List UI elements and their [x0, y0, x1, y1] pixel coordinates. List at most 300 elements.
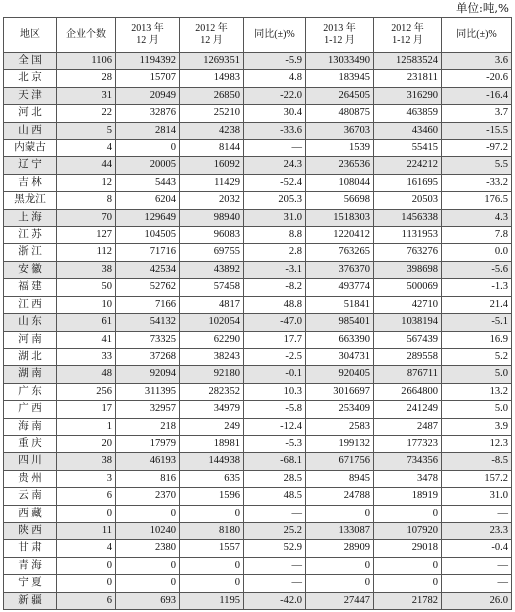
region-cell: 西 藏: [4, 505, 57, 522]
dec-2012-value-cell: 249: [180, 418, 244, 435]
enterprise-count-cell: 17: [57, 401, 116, 418]
ytd-2013-value-cell: 13033490: [306, 53, 374, 70]
dec-2013-value-cell: 73325: [116, 331, 180, 348]
ytd-2013-value-cell: 0: [306, 505, 374, 522]
header-dec-2013: [116, 18, 180, 53]
table-body: [4, 53, 512, 610]
yoy-month-cell: 28.5: [244, 470, 306, 487]
ytd-2012-value-cell: 161695: [374, 174, 442, 191]
yoy-ytd-cell: —: [442, 505, 512, 522]
dec-2012-value-cell: 11429: [180, 174, 244, 191]
enterprise-count-cell: 10: [57, 296, 116, 313]
ytd-2013-value-cell: 253409: [306, 401, 374, 418]
yoy-ytd-cell: 3.9: [442, 418, 512, 435]
enterprise-count-cell: 0: [57, 505, 116, 522]
dec-2012-value-cell: 92180: [180, 366, 244, 383]
header-ytd-2012-period: 1-12 月: [392, 35, 423, 46]
dec-2013-value-cell: 0: [116, 557, 180, 574]
dec-2012-value-cell: 43892: [180, 261, 244, 278]
enterprise-count-cell: 44: [57, 157, 116, 174]
yoy-month-cell: -5.8: [244, 401, 306, 418]
yoy-month-cell: -33.6: [244, 122, 306, 139]
header-dec-2012-year: 2012 年: [195, 23, 228, 34]
enterprise-count-cell: 1106: [57, 53, 116, 70]
enterprise-count-cell: 38: [57, 453, 116, 470]
ytd-2013-value-cell: 763265: [306, 244, 374, 261]
header-count: 企业个数: [57, 18, 116, 53]
yoy-ytd-cell: 7.8: [442, 227, 512, 244]
ytd-2012-value-cell: 177323: [374, 435, 442, 452]
region-cell: 北 京: [4, 70, 57, 87]
header-dec-2012: [180, 18, 244, 53]
yoy-ytd-cell: 26.0: [442, 592, 512, 609]
region-cell: 湖 北: [4, 348, 57, 365]
dec-2012-value-cell: 0: [180, 505, 244, 522]
table-row: [4, 105, 512, 122]
yoy-ytd-cell: 176.5: [442, 192, 512, 209]
dec-2012-value-cell: 0: [180, 557, 244, 574]
region-cell: 吉 林: [4, 174, 57, 191]
dec-2012-value-cell: 1195: [180, 592, 244, 609]
dec-2013-value-cell: 37268: [116, 348, 180, 365]
enterprise-count-cell: 6: [57, 592, 116, 609]
enterprise-count-cell: 5: [57, 122, 116, 139]
yoy-ytd-cell: 5.2: [442, 348, 512, 365]
header-region: 地区: [4, 18, 57, 53]
ytd-2012-value-cell: 224212: [374, 157, 442, 174]
dec-2013-value-cell: 0: [116, 575, 180, 592]
table-row: [4, 557, 512, 574]
ytd-2013-value-cell: 663390: [306, 331, 374, 348]
yoy-month-cell: 205.3: [244, 192, 306, 209]
dec-2013-value-cell: 71716: [116, 244, 180, 261]
ytd-2012-value-cell: 42710: [374, 296, 442, 313]
region-cell: 江 西: [4, 296, 57, 313]
yoy-ytd-cell: 4.3: [442, 209, 512, 226]
yoy-ytd-cell: -97.2: [442, 140, 512, 157]
table-row: [4, 314, 512, 331]
yoy-month-cell: -47.0: [244, 314, 306, 331]
ytd-2013-value-cell: 24788: [306, 488, 374, 505]
yoy-ytd-cell: -5.1: [442, 314, 512, 331]
region-cell: 山 东: [4, 314, 57, 331]
statistics-table: [3, 17, 512, 610]
ytd-2013-value-cell: 56698: [306, 192, 374, 209]
yoy-month-cell: 17.7: [244, 331, 306, 348]
ytd-2012-value-cell: 500069: [374, 279, 442, 296]
header-yoy-ytd: 同比(±)%: [442, 18, 512, 53]
yoy-ytd-cell: -0.4: [442, 540, 512, 557]
ytd-2012-value-cell: 763276: [374, 244, 442, 261]
yoy-ytd-cell: -15.5: [442, 122, 512, 139]
table-row: [4, 488, 512, 505]
ytd-2012-value-cell: 107920: [374, 522, 442, 539]
ytd-2013-value-cell: 1539: [306, 140, 374, 157]
region-cell: 贵 州: [4, 470, 57, 487]
table-row: [4, 53, 512, 70]
region-cell: 黑龙江: [4, 192, 57, 209]
table-row: [4, 540, 512, 557]
yoy-month-cell: 24.3: [244, 157, 306, 174]
table-row: [4, 383, 512, 400]
region-cell: 湖 南: [4, 366, 57, 383]
region-cell: 河 南: [4, 331, 57, 348]
yoy-month-cell: 31.0: [244, 209, 306, 226]
ytd-2013-value-cell: 671756: [306, 453, 374, 470]
region-cell: 辽 宁: [4, 157, 57, 174]
yoy-ytd-cell: 5.5: [442, 157, 512, 174]
region-cell: 上 海: [4, 209, 57, 226]
region-cell: 河 北: [4, 105, 57, 122]
dec-2013-value-cell: 52762: [116, 279, 180, 296]
yoy-ytd-cell: 5.0: [442, 401, 512, 418]
dec-2012-value-cell: 8180: [180, 522, 244, 539]
yoy-month-cell: 8.8: [244, 227, 306, 244]
dec-2012-value-cell: 282352: [180, 383, 244, 400]
table-row: [4, 192, 512, 209]
dec-2013-value-cell: 17979: [116, 435, 180, 452]
ytd-2013-value-cell: 1220412: [306, 227, 374, 244]
enterprise-count-cell: 70: [57, 209, 116, 226]
ytd-2012-value-cell: 241249: [374, 401, 442, 418]
dec-2013-value-cell: 5443: [116, 174, 180, 191]
ytd-2012-value-cell: 3478: [374, 470, 442, 487]
table-row: [4, 174, 512, 191]
enterprise-count-cell: 12: [57, 174, 116, 191]
ytd-2013-value-cell: 8945: [306, 470, 374, 487]
enterprise-count-cell: 0: [57, 575, 116, 592]
yoy-ytd-cell: —: [442, 575, 512, 592]
dec-2012-value-cell: 102054: [180, 314, 244, 331]
dec-2013-value-cell: 32957: [116, 401, 180, 418]
dec-2012-value-cell: 96083: [180, 227, 244, 244]
dec-2013-value-cell: 0: [116, 505, 180, 522]
region-cell: 福 建: [4, 279, 57, 296]
yoy-month-cell: -42.0: [244, 592, 306, 609]
table-row: [4, 70, 512, 87]
yoy-month-cell: -22.0: [244, 87, 306, 104]
dec-2013-value-cell: 6204: [116, 192, 180, 209]
region-cell: 江 苏: [4, 227, 57, 244]
header-ytd-2012: [374, 18, 442, 53]
table-row: [4, 401, 512, 418]
header-ytd-2013: [306, 18, 374, 53]
ytd-2012-value-cell: 876711: [374, 366, 442, 383]
dec-2012-value-cell: 69755: [180, 244, 244, 261]
enterprise-count-cell: 61: [57, 314, 116, 331]
table-row: [4, 244, 512, 261]
ytd-2012-value-cell: 1038194: [374, 314, 442, 331]
ytd-2013-value-cell: 236536: [306, 157, 374, 174]
dec-2012-value-cell: 38243: [180, 348, 244, 365]
enterprise-count-cell: 4: [57, 540, 116, 557]
yoy-ytd-cell: 12.3: [442, 435, 512, 452]
enterprise-count-cell: 48: [57, 366, 116, 383]
enterprise-count-cell: 41: [57, 331, 116, 348]
yoy-month-cell: -12.4: [244, 418, 306, 435]
yoy-month-cell: —: [244, 575, 306, 592]
enterprise-count-cell: 22: [57, 105, 116, 122]
ytd-2013-value-cell: 36703: [306, 122, 374, 139]
dec-2013-value-cell: 32876: [116, 105, 180, 122]
dec-2012-value-cell: 16092: [180, 157, 244, 174]
ytd-2012-value-cell: 289558: [374, 348, 442, 365]
ytd-2013-value-cell: 3016697: [306, 383, 374, 400]
table-row: [4, 140, 512, 157]
header-ytd-2013-year: 2013 年: [323, 23, 356, 34]
region-cell: 四 川: [4, 453, 57, 470]
yoy-ytd-cell: -8.5: [442, 453, 512, 470]
enterprise-count-cell: 28: [57, 70, 116, 87]
enterprise-count-cell: 112: [57, 244, 116, 261]
enterprise-count-cell: 11: [57, 522, 116, 539]
ytd-2012-value-cell: 12583524: [374, 53, 442, 70]
table-row: [4, 122, 512, 139]
yoy-ytd-cell: 13.2: [442, 383, 512, 400]
dec-2013-value-cell: 10240: [116, 522, 180, 539]
ytd-2012-value-cell: 0: [374, 557, 442, 574]
ytd-2012-value-cell: 2664800: [374, 383, 442, 400]
ytd-2013-value-cell: 51841: [306, 296, 374, 313]
dec-2012-value-cell: 34979: [180, 401, 244, 418]
enterprise-count-cell: 31: [57, 87, 116, 104]
enterprise-count-cell: 50: [57, 279, 116, 296]
yoy-month-cell: -3.1: [244, 261, 306, 278]
dec-2013-value-cell: 46193: [116, 453, 180, 470]
yoy-month-cell: 2.8: [244, 244, 306, 261]
dec-2013-value-cell: 54132: [116, 314, 180, 331]
table-row: [4, 505, 512, 522]
ytd-2012-value-cell: 1131953: [374, 227, 442, 244]
dec-2012-value-cell: 2032: [180, 192, 244, 209]
ytd-2013-value-cell: 264505: [306, 87, 374, 104]
table-row: [4, 366, 512, 383]
ytd-2012-value-cell: 1456338: [374, 209, 442, 226]
region-cell: 宁 夏: [4, 575, 57, 592]
yoy-ytd-cell: 0.0: [442, 244, 512, 261]
ytd-2012-value-cell: 18919: [374, 488, 442, 505]
yoy-month-cell: 52.9: [244, 540, 306, 557]
ytd-2013-value-cell: 108044: [306, 174, 374, 191]
region-cell: 海 南: [4, 418, 57, 435]
dec-2012-value-cell: 8144: [180, 140, 244, 157]
yoy-ytd-cell: 21.4: [442, 296, 512, 313]
region-cell: 内蒙古: [4, 140, 57, 157]
ytd-2012-value-cell: 43460: [374, 122, 442, 139]
dec-2013-value-cell: 92094: [116, 366, 180, 383]
dec-2012-value-cell: 57458: [180, 279, 244, 296]
yoy-ytd-cell: 3.7: [442, 105, 512, 122]
yoy-ytd-cell: 23.3: [442, 522, 512, 539]
enterprise-count-cell: 38: [57, 261, 116, 278]
dec-2012-value-cell: 98940: [180, 209, 244, 226]
table-row: [4, 348, 512, 365]
dec-2012-value-cell: 144938: [180, 453, 244, 470]
table-row: [4, 418, 512, 435]
region-cell: 全 国: [4, 53, 57, 70]
ytd-2012-value-cell: 398698: [374, 261, 442, 278]
region-cell: 陕 西: [4, 522, 57, 539]
enterprise-count-cell: 6: [57, 488, 116, 505]
enterprise-count-cell: 1: [57, 418, 116, 435]
table-row: [4, 87, 512, 104]
region-cell: 云 南: [4, 488, 57, 505]
dec-2012-value-cell: 25210: [180, 105, 244, 122]
ytd-2013-value-cell: 133087: [306, 522, 374, 539]
dec-2013-value-cell: 2370: [116, 488, 180, 505]
yoy-ytd-cell: 157.2: [442, 470, 512, 487]
yoy-ytd-cell: -33.2: [442, 174, 512, 191]
dec-2013-value-cell: 2380: [116, 540, 180, 557]
ytd-2013-value-cell: 183945: [306, 70, 374, 87]
yoy-ytd-cell: -1.3: [442, 279, 512, 296]
dec-2012-value-cell: 14983: [180, 70, 244, 87]
yoy-ytd-cell: 31.0: [442, 488, 512, 505]
dec-2013-value-cell: 42534: [116, 261, 180, 278]
yoy-month-cell: -8.2: [244, 279, 306, 296]
dec-2012-value-cell: 0: [180, 575, 244, 592]
region-cell: 天 津: [4, 87, 57, 104]
header-ytd-2012-year: 2012 年: [391, 23, 424, 34]
ytd-2013-value-cell: 985401: [306, 314, 374, 331]
yoy-month-cell: 10.3: [244, 383, 306, 400]
dec-2012-value-cell: 4238: [180, 122, 244, 139]
enterprise-count-cell: 3: [57, 470, 116, 487]
dec-2013-value-cell: 0: [116, 140, 180, 157]
region-cell: 浙 江: [4, 244, 57, 261]
yoy-ytd-cell: 5.0: [442, 366, 512, 383]
ytd-2012-value-cell: 55415: [374, 140, 442, 157]
dec-2013-value-cell: 7166: [116, 296, 180, 313]
dec-2013-value-cell: 311395: [116, 383, 180, 400]
region-cell: 青 海: [4, 557, 57, 574]
table-row: [4, 592, 512, 609]
yoy-ytd-cell: -20.6: [442, 70, 512, 87]
region-cell: 安 徽: [4, 261, 57, 278]
ytd-2013-value-cell: 28909: [306, 540, 374, 557]
header-dec-2012-month: 12 月: [200, 35, 223, 46]
ytd-2012-value-cell: 567439: [374, 331, 442, 348]
enterprise-count-cell: 20: [57, 435, 116, 452]
ytd-2012-value-cell: 0: [374, 505, 442, 522]
dec-2013-value-cell: 20005: [116, 157, 180, 174]
table-header-row: [4, 18, 512, 53]
header-yoy-month: 同比(±)%: [244, 18, 306, 53]
table-row: [4, 435, 512, 452]
yoy-month-cell: 25.2: [244, 522, 306, 539]
ytd-2013-value-cell: 1518303: [306, 209, 374, 226]
dec-2012-value-cell: 1269351: [180, 53, 244, 70]
ytd-2012-value-cell: 2487: [374, 418, 442, 435]
ytd-2012-value-cell: 29018: [374, 540, 442, 557]
table-row: [4, 522, 512, 539]
dec-2012-value-cell: 1596: [180, 488, 244, 505]
ytd-2013-value-cell: 27447: [306, 592, 374, 609]
enterprise-count-cell: 33: [57, 348, 116, 365]
dec-2013-value-cell: 104505: [116, 227, 180, 244]
dec-2012-value-cell: 1557: [180, 540, 244, 557]
table-row: [4, 157, 512, 174]
yoy-month-cell: —: [244, 557, 306, 574]
table-row: [4, 470, 512, 487]
dec-2013-value-cell: 20949: [116, 87, 180, 104]
yoy-month-cell: 30.4: [244, 105, 306, 122]
table-row: [4, 261, 512, 278]
enterprise-count-cell: 127: [57, 227, 116, 244]
yoy-month-cell: 48.5: [244, 488, 306, 505]
dec-2013-value-cell: 816: [116, 470, 180, 487]
dec-2012-value-cell: 26850: [180, 87, 244, 104]
ytd-2013-value-cell: 0: [306, 557, 374, 574]
table-row: [4, 227, 512, 244]
yoy-month-cell: -52.4: [244, 174, 306, 191]
enterprise-count-cell: 8: [57, 192, 116, 209]
ytd-2012-value-cell: 20503: [374, 192, 442, 209]
region-cell: 山 西: [4, 122, 57, 139]
yoy-month-cell: -68.1: [244, 453, 306, 470]
yoy-ytd-cell: 3.6: [442, 53, 512, 70]
ytd-2013-value-cell: 920405: [306, 366, 374, 383]
ytd-2012-value-cell: 231811: [374, 70, 442, 87]
unit-note: 单位:吨,%: [456, 1, 509, 15]
dec-2013-value-cell: 129649: [116, 209, 180, 226]
dec-2013-value-cell: 218: [116, 418, 180, 435]
ytd-2013-value-cell: 2583: [306, 418, 374, 435]
header-ytd-2013-period: 1-12 月: [324, 35, 355, 46]
ytd-2013-value-cell: 376370: [306, 261, 374, 278]
header-dec-2013-year: 2013 年: [131, 23, 164, 34]
ytd-2012-value-cell: 316290: [374, 87, 442, 104]
region-cell: 重 庆: [4, 435, 57, 452]
ytd-2013-value-cell: 480875: [306, 105, 374, 122]
yoy-month-cell: 4.8: [244, 70, 306, 87]
yoy-month-cell: 48.8: [244, 296, 306, 313]
dec-2012-value-cell: 4817: [180, 296, 244, 313]
dec-2012-value-cell: 18981: [180, 435, 244, 452]
ytd-2012-value-cell: 0: [374, 575, 442, 592]
region-cell: 新 疆: [4, 592, 57, 609]
ytd-2013-value-cell: 493774: [306, 279, 374, 296]
yoy-ytd-cell: -16.4: [442, 87, 512, 104]
table-row: [4, 453, 512, 470]
table-row: [4, 279, 512, 296]
ytd-2012-value-cell: 734356: [374, 453, 442, 470]
dec-2012-value-cell: 62290: [180, 331, 244, 348]
ytd-2013-value-cell: 304731: [306, 348, 374, 365]
ytd-2012-value-cell: 21782: [374, 592, 442, 609]
enterprise-count-cell: 256: [57, 383, 116, 400]
region-cell: 甘 肃: [4, 540, 57, 557]
yoy-month-cell: -5.3: [244, 435, 306, 452]
table-row: [4, 331, 512, 348]
ytd-2012-value-cell: 463859: [374, 105, 442, 122]
yoy-month-cell: —: [244, 140, 306, 157]
dec-2013-value-cell: 693: [116, 592, 180, 609]
dec-2013-value-cell: 1194392: [116, 53, 180, 70]
table-row: [4, 296, 512, 313]
table-row: [4, 209, 512, 226]
ytd-2013-value-cell: 0: [306, 575, 374, 592]
yoy-month-cell: —: [244, 505, 306, 522]
enterprise-count-cell: 4: [57, 140, 116, 157]
yoy-month-cell: -2.5: [244, 348, 306, 365]
dec-2013-value-cell: 2814: [116, 122, 180, 139]
yoy-ytd-cell: -5.6: [442, 261, 512, 278]
table-row: [4, 575, 512, 592]
header-dec-2013-month: 12 月: [136, 35, 159, 46]
yoy-month-cell: -5.9: [244, 53, 306, 70]
yoy-month-cell: -0.1: [244, 366, 306, 383]
